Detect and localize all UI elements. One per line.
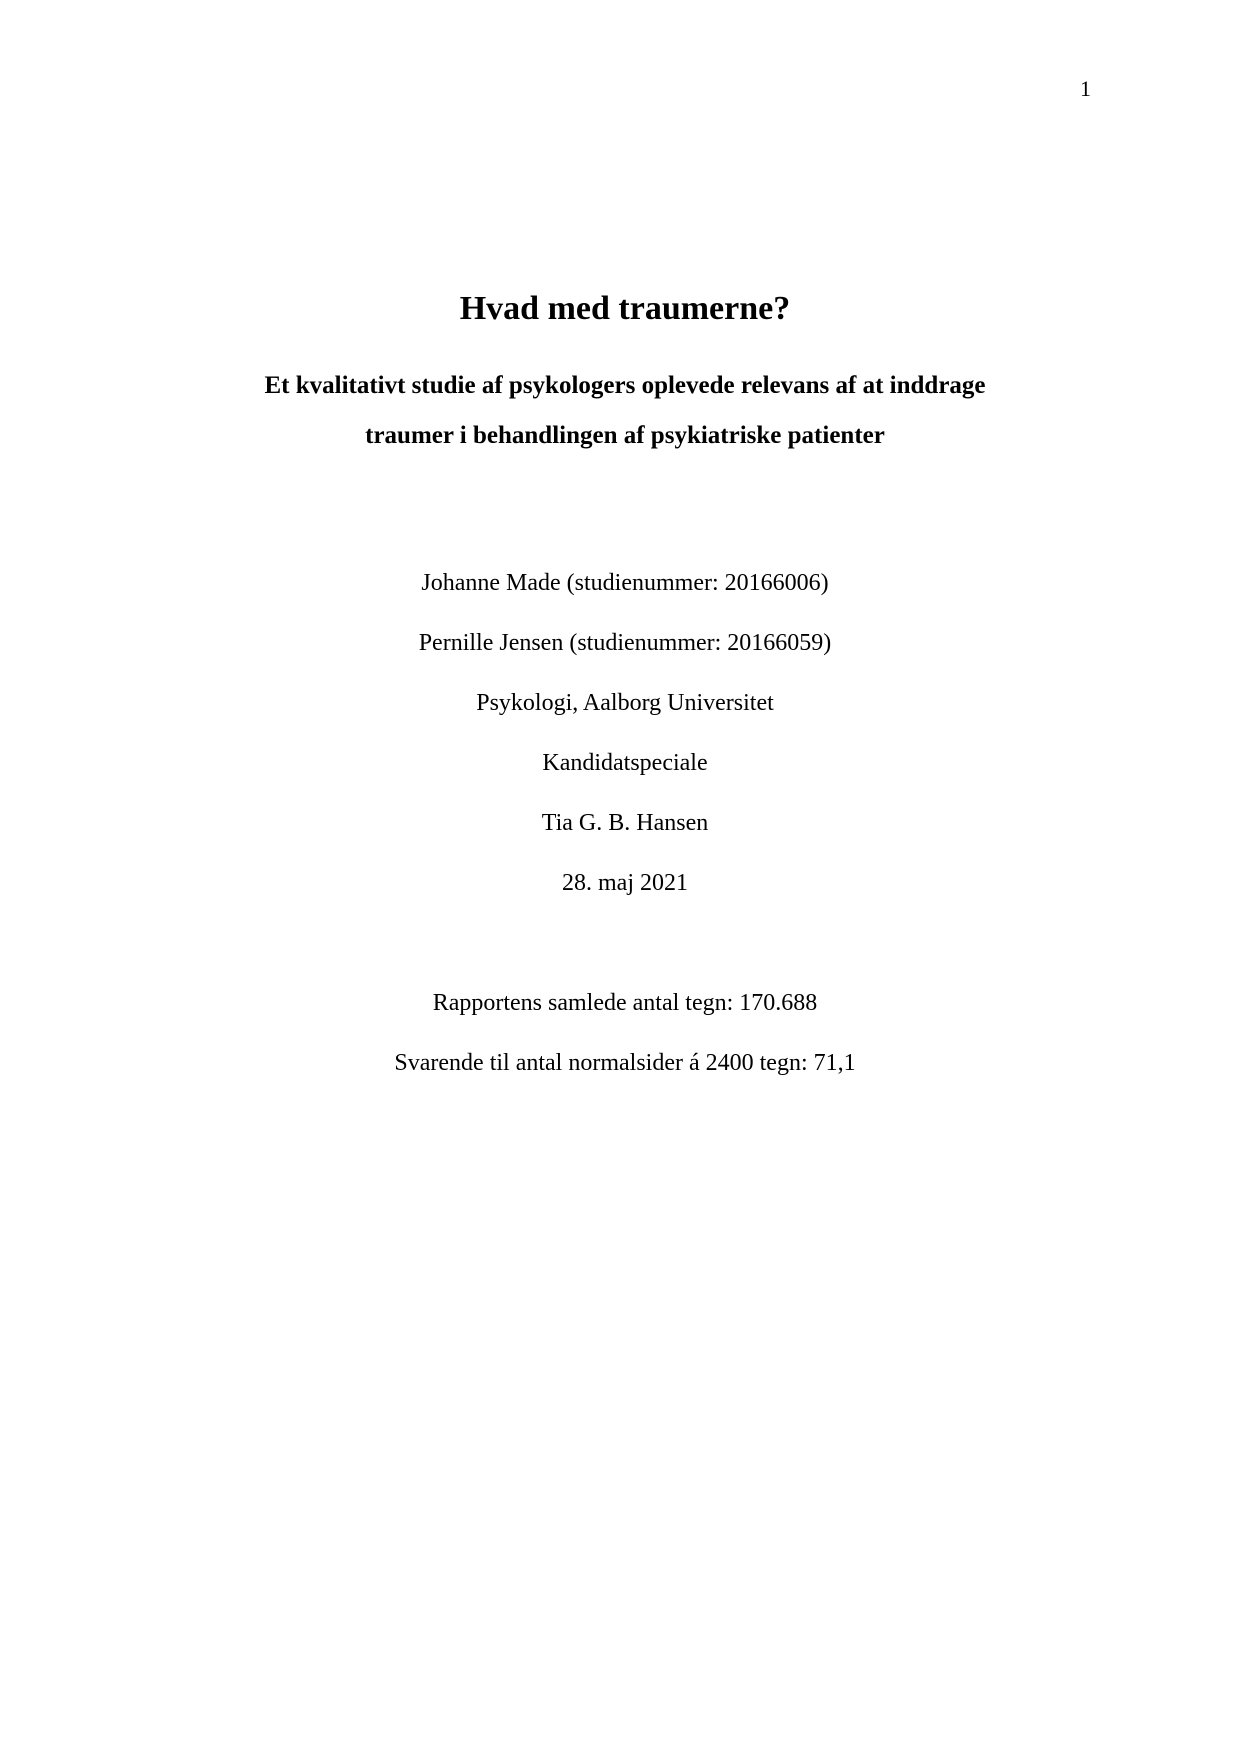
character-count: Rapportens samlede antal tegn: 170.688 — [432, 990, 818, 1016]
document-title: Hvad med traumerne? — [459, 290, 791, 327]
author-1: Johanne Made (studienummer: 20166006) — [421, 570, 829, 596]
thesis-type: Kandidatspeciale — [542, 750, 708, 776]
subtitle-line-1: Et kvalitativt studie af psykologers oplevede relevans af at inddrage — [264, 372, 986, 399]
institution: Psykologi, Aalborg Universitet — [476, 690, 774, 716]
date: 28. maj 2021 — [562, 870, 688, 896]
supervisor: Tia G. B. Hansen — [541, 810, 709, 836]
normal-pages: Svarende til antal normalsider á 2400 tegn: 71,1 — [394, 1050, 856, 1076]
subtitle-line-2: traumer i behandlingen af psykiatriske patienter — [365, 422, 885, 449]
author-2: Pernille Jensen (studienummer: 20166059) — [418, 630, 832, 656]
page-number: 1 — [1080, 76, 1091, 101]
